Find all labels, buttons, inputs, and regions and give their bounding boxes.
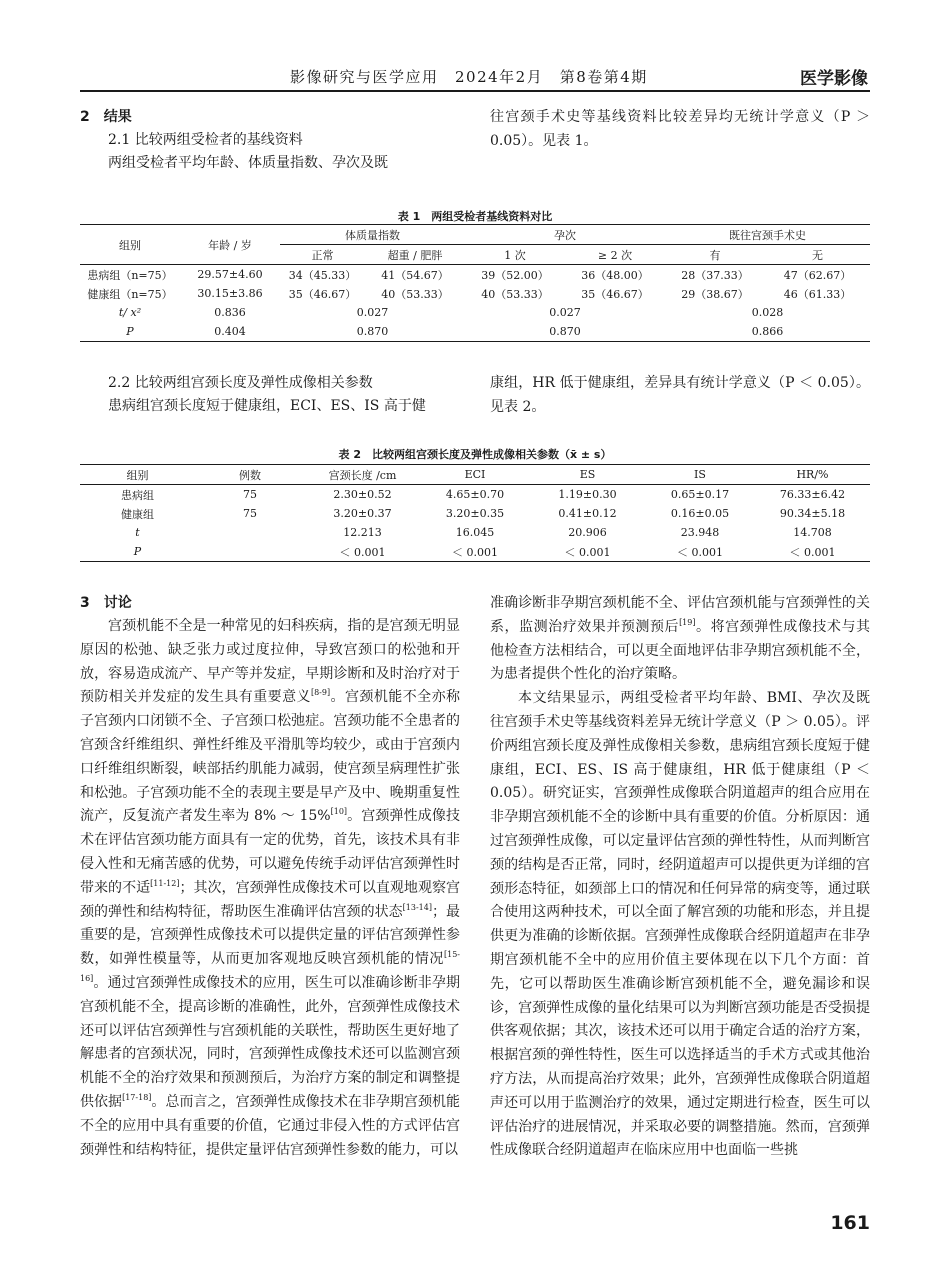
table-cell: 75 (243, 507, 257, 520)
table1-header-bmi-normal: 正常 (280, 245, 365, 265)
table-cell: 12.213 (343, 526, 382, 539)
citation-ref[interactable]: [10] (330, 807, 348, 817)
table1-caption: 表 1 两组受检者基线资料对比 (397, 210, 553, 223)
table-cell: 0.404 (180, 322, 280, 342)
table-row (80, 504, 870, 523)
table-cell: 40（53.33） (381, 287, 449, 301)
results-sub1-title: 2.1 比较两组受检者的基线资料 (108, 132, 303, 148)
table-cell: 39（52.00） (481, 268, 549, 282)
table-row (80, 303, 870, 322)
table-cell: 46（61.33） (783, 287, 852, 301)
results-sub1-right-text: 往宫颈手术史等基线资料比较差异均无统计学意义（P ＞ 0.05）。见表 1。 (490, 109, 870, 149)
table-cell: 1.19±0.30 (558, 488, 617, 501)
discussion-text: 宫颈机能不全是一种常见的妇科疾病，指的是宫颈无明显原因的松弛、缺乏张力或过度拉伸，导致宫颈口的松弛和开放，容易造成流产、早产等并发症，早期诊断和及时治疗对于预防相关并发症的发生具有重要意义 (80, 618, 460, 706)
table-cell: 34（45.33） (288, 268, 357, 282)
table-cell: 30.15±3.86 (197, 287, 263, 300)
table-cell: P (80, 322, 180, 342)
page-number: 161 (830, 1212, 870, 1234)
discussion-title: 3 讨论 (80, 595, 132, 611)
table2-header-eci: ECI (420, 465, 530, 485)
table1-header-preg-2: ≥ 2 次 (565, 245, 665, 265)
table-cell: 29.57±4.60 (197, 268, 263, 281)
table-cell: 0.027 (356, 306, 389, 319)
table-cell: 90.34±5.18 (779, 507, 846, 520)
discussion-text: 准确诊断非孕期宫颈机能不全、评估宫颈机能与宫颈弹性的关系，监测治疗效果并预测预后 (490, 595, 870, 635)
table-cell: 0.866 (665, 322, 870, 342)
discussion-right-paragraph-1 (490, 592, 870, 687)
results-sub1-left-text: 两组受检者平均年龄、体质量指数、孕次及既 (108, 155, 388, 171)
table-cell: 23.948 (680, 526, 720, 539)
table-cell: 35（46.67） (581, 287, 649, 301)
table-cell (195, 523, 305, 542)
journal-brand: 医学影像 (800, 69, 868, 89)
table-cell: 3.20±0.37 (333, 507, 392, 520)
table-cell: ＜ 0.001 (420, 542, 530, 562)
table-row (80, 485, 870, 505)
table-cell: 0.16±0.05 (670, 507, 730, 520)
table-cell: t/ x² (118, 306, 142, 319)
table-cell: 29（38.67） (681, 287, 749, 301)
table2-header-group: 组别 (80, 465, 195, 485)
table-cell: 76.33±6.42 (779, 488, 846, 501)
table1-header-surg-no: 无 (765, 245, 870, 265)
table-row (80, 542, 870, 562)
table-cell: 3.20±0.35 (445, 507, 505, 520)
table1-header-preg-1: 1 次 (465, 245, 565, 265)
table-cell: 2.30±0.52 (333, 488, 392, 501)
table-row (80, 322, 870, 342)
results-section-title: 2 结果 (80, 109, 132, 125)
table1-header-bmi-over: 超重 / 肥胖 (365, 245, 465, 265)
table-cell: 14.708 (793, 526, 832, 539)
table1-header-bmi: 体质量指数 (280, 225, 465, 245)
table1-header-preg: 孕次 (465, 225, 665, 245)
citation-ref[interactable]: [17-18] (122, 1092, 152, 1102)
table2-header-is: IS (645, 465, 755, 485)
header-rule (80, 90, 870, 92)
table-cell: 0.65±0.17 (670, 488, 730, 501)
table-row (80, 265, 870, 285)
discussion-text: ；其次，宫颈弹性成像技术可以直观地观察宫颈的弹性和结构特征，帮助医生准确评估宫颈的状态 (80, 879, 461, 920)
table2-header-length: 宫颈长度 /cm (305, 465, 420, 485)
results-sub2-right-text: 康组，HR 低于健康组，差异具有统计学意义（P ＜ 0.05）。见表 2。 (490, 375, 870, 415)
table1-header-surg: 既往宫颈手术史 (665, 225, 870, 245)
discussion-text: 。宫颈机能不全亦称子宫颈内口闭锁不全、子宫颈口松弛症。宫颈功能不全患者的宫颈含纤维组织、弹性纤维及平滑肌等均较少，或由于宫颈内口纤维组织断裂，峡部括约肌能力减弱，使宫颈呈病理性扩张和松弛。子宫颈功能不全的表现主要是早产及中、晚期重复性流产，反复流产者发生率为 8% ～ 15% (80, 689, 461, 825)
discussion-text: 。将宫颈弹性成像技术与其他检查方法相结合，可以更全面地评估非孕期宫颈机能不全，为患者提供个性化的治疗策略。 (490, 618, 871, 683)
results-sub2-left-text: 患病组宫颈长度短于健康组，ECI、ES、IS 高于健 (108, 398, 426, 414)
discussion-left-column (80, 592, 460, 1162)
table-cell: 0.870 (465, 322, 665, 342)
table-cell: 0.027 (549, 306, 581, 319)
citation-ref[interactable]: [19] (679, 617, 696, 627)
citation-ref[interactable]: [11-12] (150, 878, 180, 888)
table-row (80, 284, 870, 303)
table-row (80, 523, 870, 542)
table-cell: 28（37.33） (681, 268, 749, 282)
table1 (80, 224, 870, 342)
results-sub2-title: 2.2 比较两组宫颈长度及弹性成像相关参数 (108, 375, 373, 391)
discussion-right-paragraph-2: 本文结果显示，两组受检者平均年龄、BMI、孕次及既往宫颈手术史等基线资料差异无统计学意义（P ＞ 0.05）。评价两组宫颈长度及弹性成像相关参数，患病组宫颈长度短于健康组，ECI、ES、IS 高于健康组，HR 低于健康组（P ＜ 0.05）。研究证实，宫颈弹性成像联合阴道超声的组合应用在非孕期宫颈机能不全的诊断中具有重要的价值。分析原因：通过宫颈弹性成像，可以定量评估宫颈的弹性特性，从而判断宫颈的结构是否正常，同时，经阴道超声可以提供更为详细的宫颈形态特征，如颈部上口的情况和任何异常的病变等，通过联合使用这两种技术，可以全面了解宫颈的功能和形态，并且提供更为准确的诊断依据。宫颈弹性成像联合经阴道超声在非孕期宫颈机能不全中的应用价值主要体现在以下几个方面：首先，它可以帮助医生准确诊断宫颈机能不全，避免漏诊和误诊，宫颈弹性成像的量化结果可以为判断宫颈功能是否受损提供客观依据；其次，该技术还可以用于确定合适的治疗方案，根据宫颈的弹性特性，医生可以选择适当的手术方式或其他治疗方法，从而提高治疗效果；此外，宫颈弹性成像联合阴道超声还可以用于监测治疗的效果，通过定期进行检查，医生可以评估治疗的进展情况，并采取必要的调整措施。然而，宫颈弹性成像联合经阴道超声在临床应用中也面临一些挑 (490, 690, 870, 1159)
table-cell: 4.65±0.70 (445, 488, 505, 501)
table-cell: 75 (243, 488, 257, 501)
table-cell: t (135, 526, 140, 539)
table-cell: P (80, 542, 195, 562)
table2-caption: 表 2 比较两组宫颈长度及弹性成像相关参数（x̄ ± s） (338, 448, 612, 461)
table1-header-group: 组别 (80, 225, 180, 265)
table-cell: 患病组（n=75） (87, 268, 173, 282)
table2-header-count: 例数 (195, 465, 305, 485)
table-cell: 20.906 (568, 526, 607, 539)
discussion-left-paragraph (80, 615, 460, 1162)
table-cell: ＜ 0.001 (645, 542, 755, 562)
table-cell: 36（48.00） (581, 268, 649, 282)
discussion-text: ；最重要的是，宫颈弹性成像技术可以提供定量的评估宫颈弹性参数，如弹性模量等，从而更加客观地反映宫颈机能的情况 (80, 903, 461, 968)
table1-header-surg-yes: 有 (665, 245, 765, 265)
table2 (80, 464, 870, 562)
discussion-text: 。总而言之，宫颈弹性成像技术在非孕期宫颈机能不全的应用中具有重要的价值，它通过非侵入性的方式评估宫颈弹性和结构特征，提供定量评估宫颈弹性参数的能力，可以 (80, 1093, 461, 1158)
discussion-text: 。宫颈弹性成像技术在评估宫颈功能方面具有一定的优势，首先，该技术具有非侵入性和无痛苦感的优势，可以避免传统手动评估宫颈弹性时带来的不适 (80, 808, 460, 896)
citation-ref[interactable]: [13-14] (402, 902, 432, 912)
table2-header-es: ES (530, 465, 645, 485)
table-cell: ＜ 0.001 (755, 542, 870, 562)
table-cell: 0.41±0.12 (558, 507, 617, 520)
table-cell: 40（53.33） (481, 287, 549, 301)
table-cell: 41（54.67） (381, 268, 449, 282)
discussion-right-column (490, 592, 870, 1163)
results-sub2-left-column (80, 372, 460, 419)
table-cell: 0.028 (751, 306, 784, 319)
journal-header: 影像研究与医学应用 2024年2月 第8卷第4期 (290, 68, 648, 86)
results-right-column (490, 106, 870, 154)
table-cell: 47（62.67） (783, 268, 852, 282)
table-cell: ＜ 0.001 (530, 542, 645, 562)
results-left-column (80, 106, 460, 176)
citation-ref[interactable]: [8-9] (310, 688, 331, 698)
table-cell: 0.870 (280, 322, 465, 342)
discussion-text: 。通过宫颈弹性成像技术的应用，医生可以准确诊断非孕期宫颈机能不全，提高诊断的准确性，此外，宫颈弹性成像技术还可以评估宫颈弹性与宫颈机能的关联性，帮助医生更好地了解患者的宫颈状况，同时，宫颈弹性成像技术还可以监测宫颈机能不全的治疗效果和预测预后，为治疗方案的制定和调整提供依据 (80, 974, 460, 1110)
table-cell: 健康组 (121, 507, 154, 521)
table-cell: ＜ 0.001 (305, 542, 420, 562)
table-cell: 患病组 (121, 488, 154, 502)
table-cell: 16.045 (455, 526, 495, 539)
table1-header-age: 年龄 / 岁 (180, 225, 280, 265)
table2-header-hr: HR/% (755, 465, 870, 485)
table-cell: 35（46.67） (288, 287, 357, 301)
table-cell: 0.836 (214, 306, 246, 319)
table-cell (195, 542, 305, 562)
citation-ref[interactable]: [15-16] (80, 950, 460, 983)
table-cell: 健康组（n=75） (87, 287, 173, 301)
results-sub2-right-column (490, 372, 870, 420)
